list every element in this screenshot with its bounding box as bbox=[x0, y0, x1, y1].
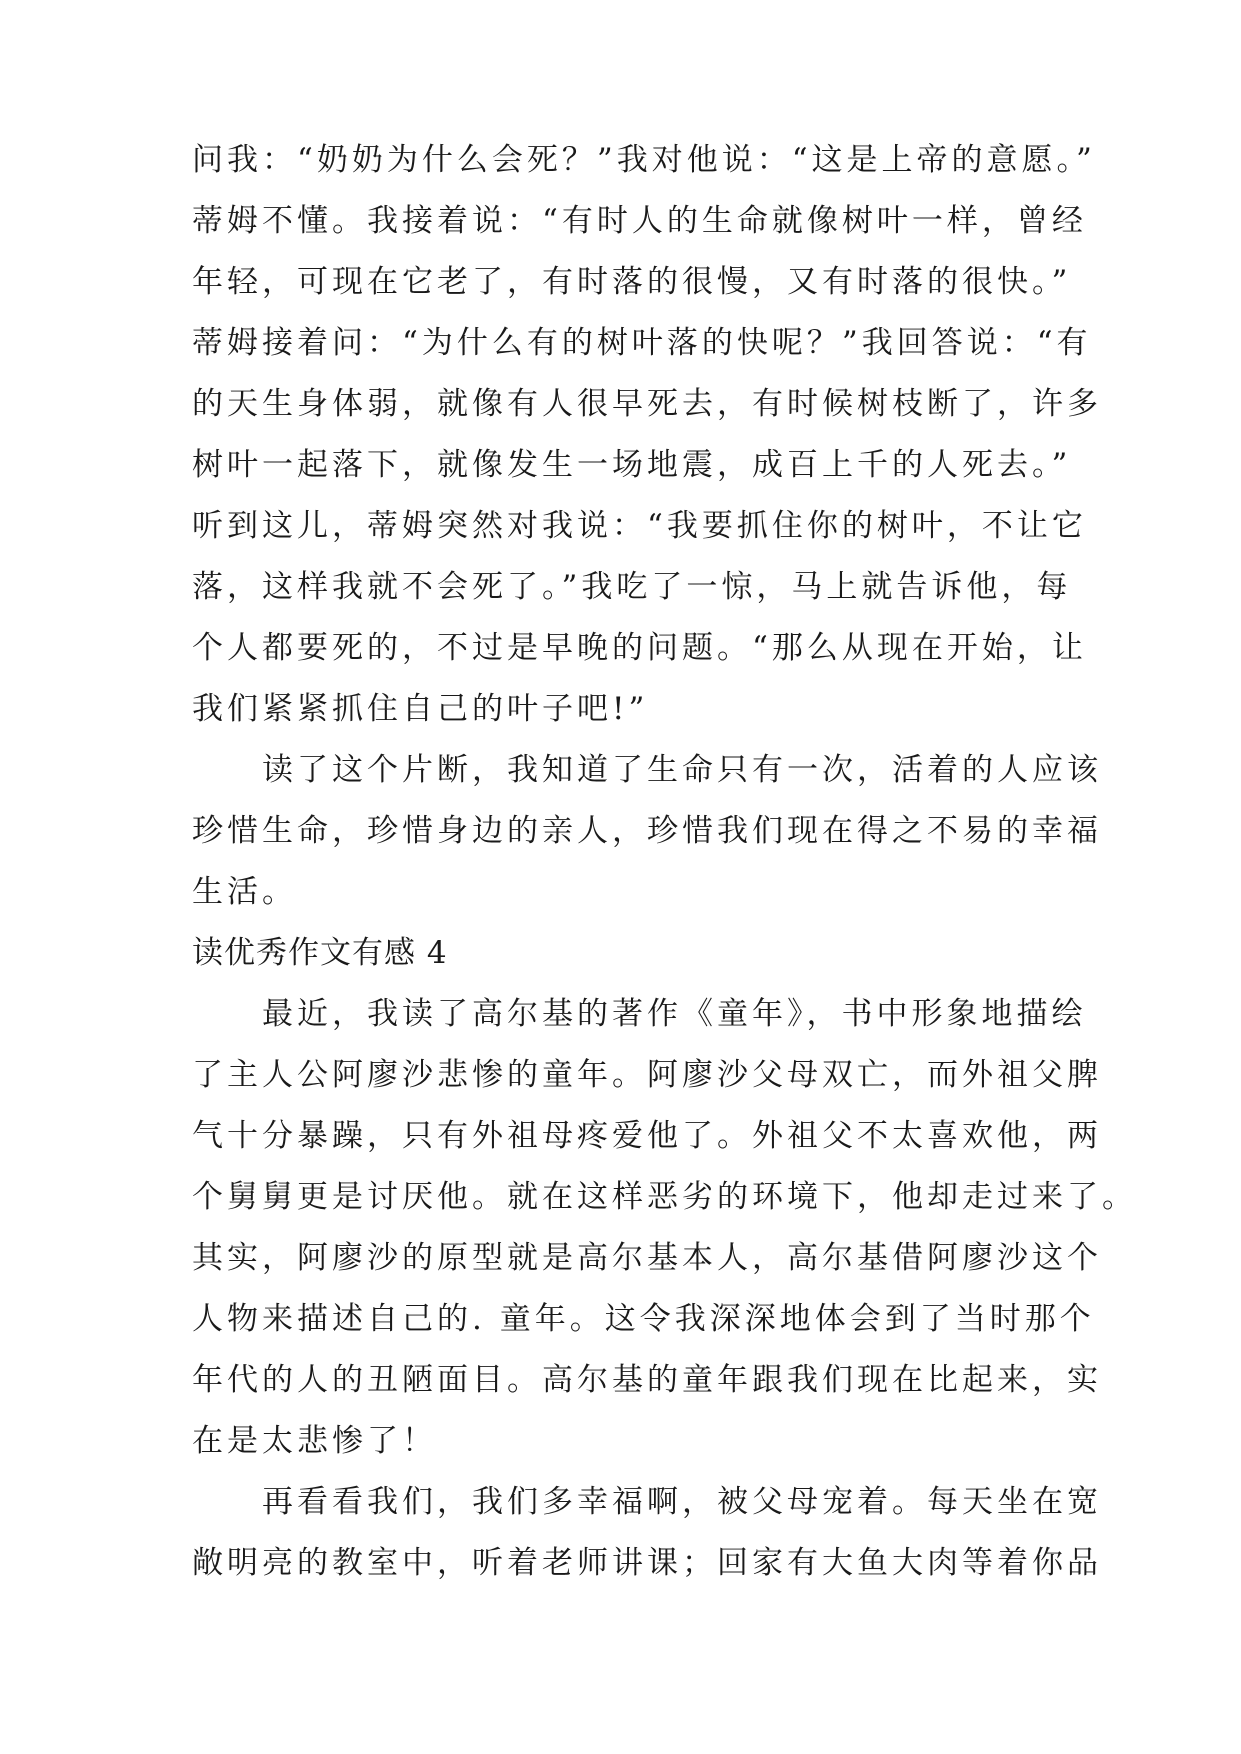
text-line: 听到这儿，蒂姆突然对我说：“我要抓住你的树叶，不让它 bbox=[192, 508, 1087, 544]
text-line: 个人都要死的，不过是早晚的问题。“那么从现在开始，让 bbox=[192, 630, 1087, 666]
text-line: 蒂姆不懂。我接着说：“有时人的生命就像树叶一样，曾经 bbox=[192, 203, 1087, 239]
section-heading: 读优秀作文有感 4 bbox=[192, 935, 448, 971]
text-line: 在是太悲惨了！ bbox=[192, 1423, 437, 1459]
text-line: 其实，阿廖沙的原型就是高尔基本人，高尔基借阿廖沙这个 bbox=[192, 1240, 1102, 1276]
text-line: 珍惜生命，珍惜身边的亲人，珍惜我们现在得之不易的幸福 bbox=[192, 813, 1102, 849]
text-line: 我们紧紧抓住自己的叶子吧!” bbox=[192, 691, 649, 727]
document-page bbox=[192, 130, 1137, 1594]
text-line: 最近，我读了高尔基的著作《童年》，书中形象地描绘 bbox=[192, 996, 1087, 1032]
text-line: 气十分暴躁，只有外祖母疼爱他了。外祖父不太喜欢他，两 bbox=[192, 1118, 1102, 1154]
text-line: 敞明亮的教室中，听着老师讲课；回家有大鱼大肉等着你品 bbox=[192, 1545, 1102, 1581]
text-line: 的天生身体弱，就像有人很早死去，有时候树枝断了，许多 bbox=[192, 386, 1102, 422]
text-line: 人物来描述自己的. 童年。这令我深深地体会到了当时那个 bbox=[192, 1301, 1095, 1337]
text-line: 问我：“奶奶为什么会死？”我对他说：“这是上帝的意愿。” bbox=[192, 142, 1096, 178]
text-line: 落，这样我就不会死了。”我吃了一惊，马上就告诉他，每 bbox=[192, 569, 1072, 605]
text-line: 年代的人的丑陋面目。高尔基的童年跟我们现在比起来，实 bbox=[192, 1362, 1102, 1398]
text-line: 读了这个片断，我知道了生命只有一次，活着的人应该 bbox=[192, 752, 1102, 788]
text-line: 树叶一起落下，就像发生一场地震，成百上千的人死去。” bbox=[192, 447, 1072, 483]
text-line: 了主人公阿廖沙悲惨的童年。阿廖沙父母双亡，而外祖父脾 bbox=[192, 1057, 1102, 1093]
text-line: 蒂姆接着问：“为什么有的树叶落的快呢？”我回答说：“有 bbox=[192, 325, 1092, 361]
text-line: 个舅舅更是讨厌他。就在这样恶劣的环境下，他却走过来了。 bbox=[192, 1179, 1137, 1215]
text-line: 年轻，可现在它老了，有时落的很慢，又有时落的很快。” bbox=[192, 264, 1072, 300]
text-line: 生活。 bbox=[192, 874, 297, 910]
text-line: 再看看我们，我们多幸福啊，被父母宠着。每天坐在宽 bbox=[192, 1484, 1102, 1520]
